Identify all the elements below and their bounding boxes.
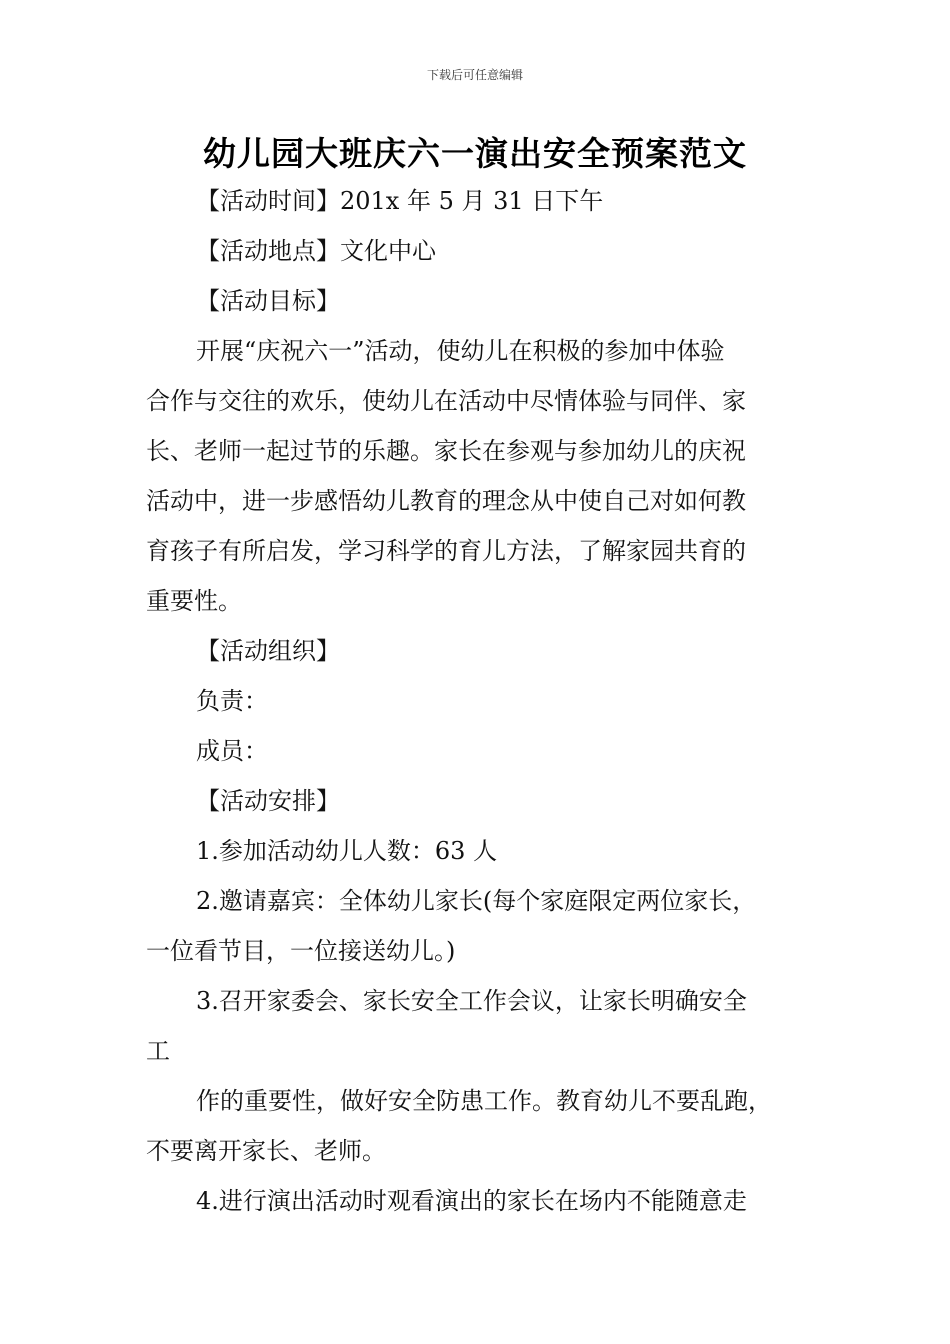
document-title: 幼儿园大班庆六一演出安全预案范文 bbox=[203, 134, 747, 173]
goal-paragraph-line: 开展“庆祝六一”活动，使幼儿在积极的参加中体验 bbox=[196, 337, 725, 365]
arrangement-item-1: 1.参加活动幼儿人数：63 人 bbox=[196, 837, 498, 865]
arrangement-item-4: 4.进行演出活动时观看演出的家长在场内不能随意走 bbox=[196, 1187, 747, 1215]
org-members-line: 成员： bbox=[196, 737, 268, 765]
activity-place-line: 【活动地点】文化中心 bbox=[196, 237, 436, 265]
activity-arrangement-heading: 【活动安排】 bbox=[196, 787, 340, 815]
goal-paragraph-line: 育孩子有所启发，学习科学的育儿方法，了解家园共育的 bbox=[146, 537, 746, 565]
arrangement-item-3: 3.召开家委会、家长安全工作会议，让家长明确安全 bbox=[196, 987, 747, 1015]
goal-paragraph-line: 合作与交往的欢乐，使幼儿在活动中尽情体验与同伴、家 bbox=[146, 387, 746, 415]
header-note: 下载后可任意编辑 bbox=[426, 68, 523, 82]
activity-goal-heading: 【活动目标】 bbox=[196, 287, 340, 315]
activity-org-heading: 【活动组织】 bbox=[196, 637, 340, 665]
arrangement-item-3-cont: 工 bbox=[146, 1037, 170, 1065]
activity-time-line: 【活动时间】201x 年 5 月 31 日下午 bbox=[196, 187, 604, 215]
arrangement-item-2: 2.邀请嘉宾：全体幼儿家长(每个家庭限定两位家长， bbox=[196, 887, 757, 915]
org-lead-line: 负责： bbox=[196, 687, 268, 715]
arrangement-item-2-cont: 一位看节目，一位接送幼儿。) bbox=[146, 937, 456, 965]
arrangement-item-3-cont: 作的重要性，做好安全防患工作。教育幼儿不要乱跑， bbox=[196, 1087, 772, 1115]
goal-paragraph-line: 长、老师一起过节的乐趣。家长在参观与参加幼儿的庆祝 bbox=[146, 437, 746, 465]
document-body bbox=[146, 176, 808, 1226]
arrangement-item-3-cont: 不要离开家长、老师。 bbox=[146, 1137, 386, 1165]
goal-paragraph-line: 重要性。 bbox=[146, 587, 242, 615]
goal-paragraph-line: 活动中，进一步感悟幼儿教育的理念从中使自己对如何教 bbox=[146, 487, 746, 515]
